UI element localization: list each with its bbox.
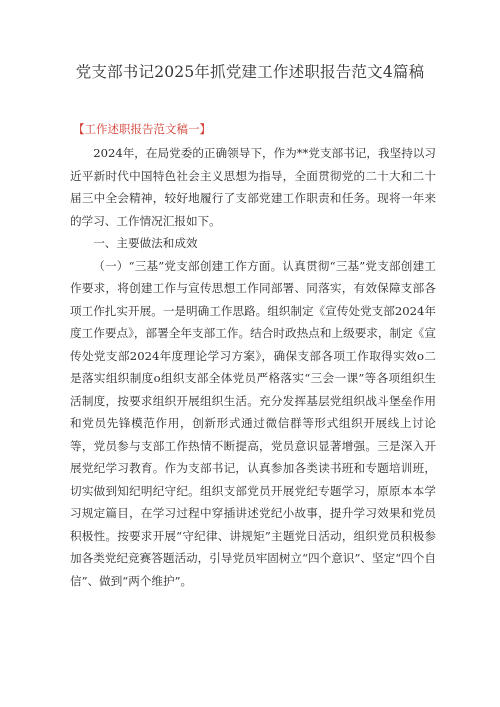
section-label: 【工作述职报告范文稿一】 xyxy=(73,122,211,136)
document-body xyxy=(70,142,436,592)
section-heading: 一、主要做法和成效 xyxy=(93,236,198,250)
intro-paragraph: 2024年，在局党委的正确领导下，作为**党支部书记，我坚持以习近平新时代中国特色社会主义思想为指导，全面贯彻党的二十大和二十届三中全会精神，较好地履行了支部党建工作职责和任务。现将一年来的学习、工作情况汇报如下。 xyxy=(70,146,436,228)
document-title: 党支部书记2025年抓党建工作述职报告范文4篇稿 xyxy=(75,63,425,81)
body-paragraph: （一）“三基”党支部创建工作方面。认真贯彻“三基”党支部创建工作要求，将创建工作与宣传思想工作同部署、同落实，有效保障支部各项工作扎实开展。一是明确工作思路。组织制定《宣传处党支部2024年度工作要点》，部署全年支部工作。结合时政热点和上级要求，制定《宣传处党支部2024年度理论学习方案》，确保支部各项工作取得实效o二是落实组织制度o组织支部全体党员严格落实“三会一课”等各项组织生活制度，按要求组织开展组织生活。充分发挥基层党组织战斗堡垒作用和党员先锋模范作用，创新形式通过微信群等形式组织开展线上讨论等，党员参与支部工作热情不断提高，党员意识显著增强。三是深入开展党纪学习教育。作为支部书记，认真参加各类读书班和专题培训班，切实做到知纪明纪守纪。组织支部党员开展党纪专题学习，原原本本学习规定篇目，在学习过程中穿插讲述党纪小故事，提升学习效果和党员积极性。按要求开展“守纪律、讲规矩”主题党日活动，组织党员积极参加各类党纪竞赛答题活动，引导党员牢固树立“四个意识”、坚定“四个自信”、做到“两个维护”。 xyxy=(70,258,436,588)
